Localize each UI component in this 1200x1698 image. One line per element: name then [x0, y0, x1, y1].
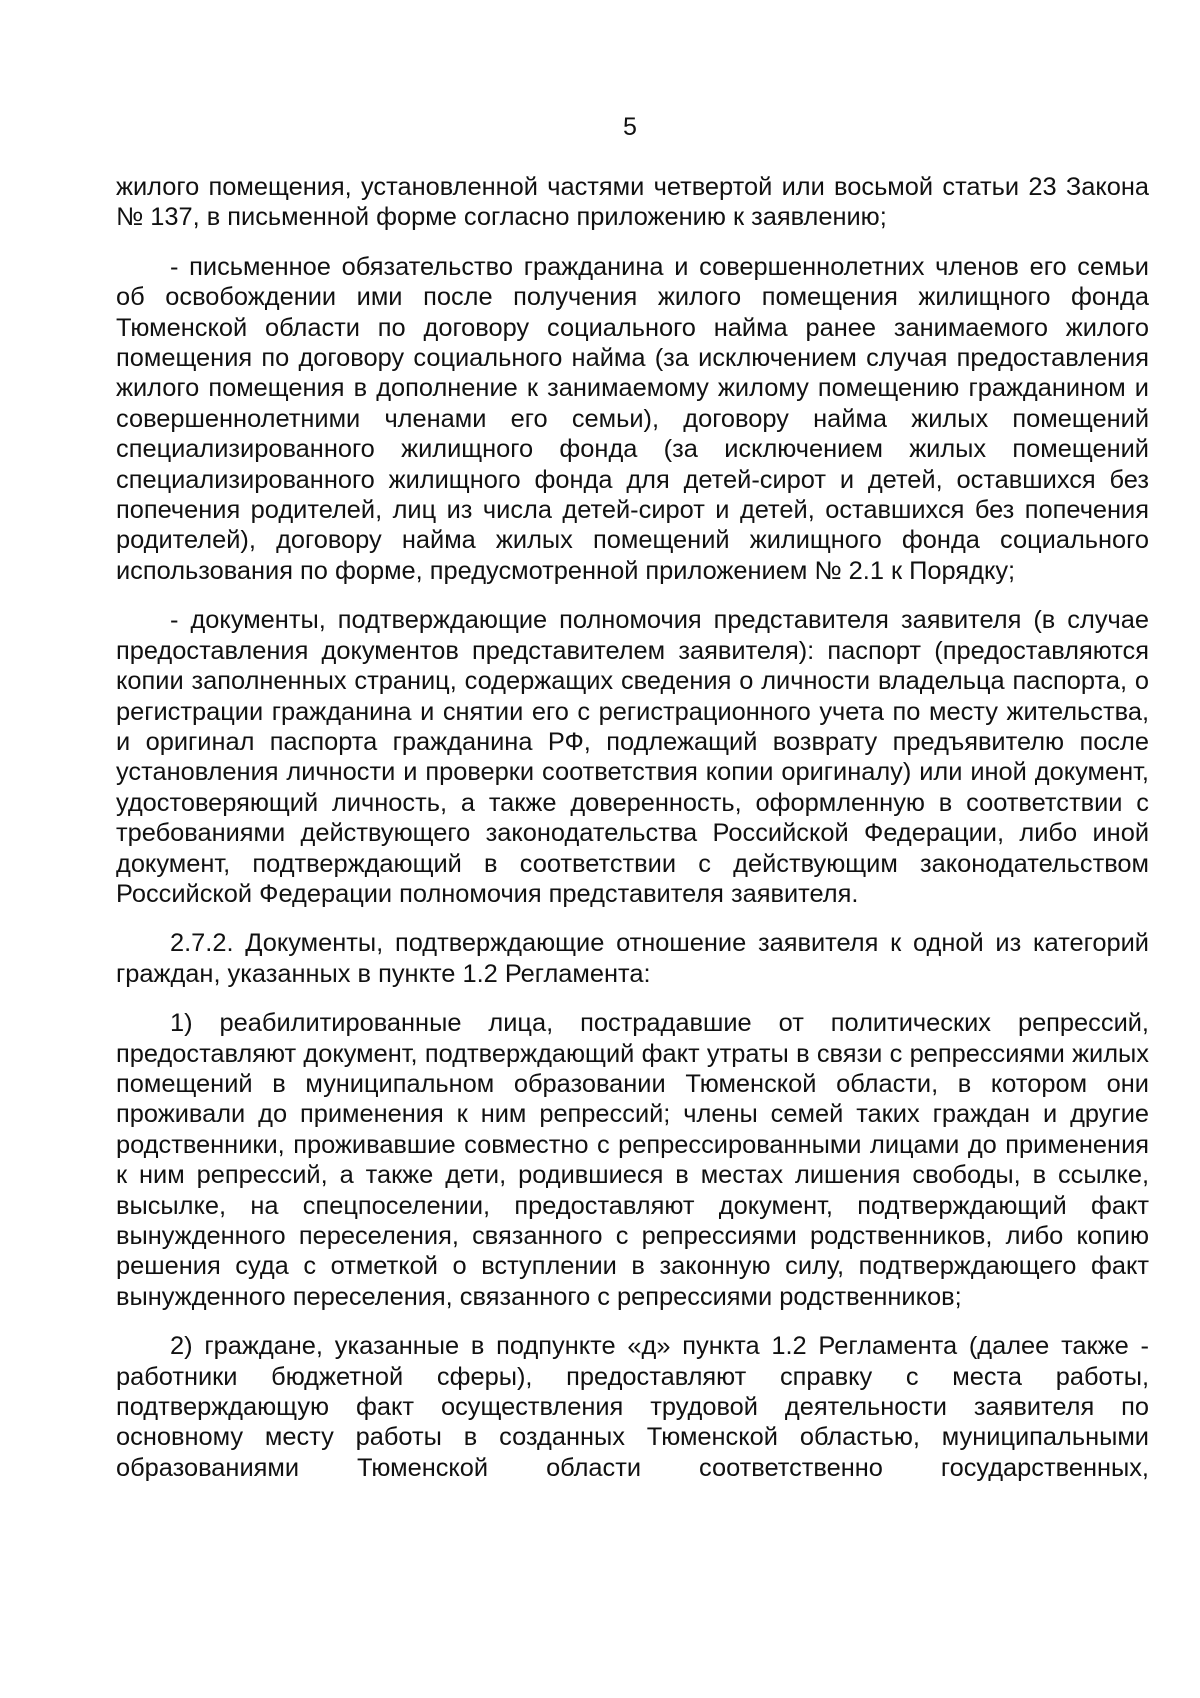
paragraph-continuation: жилого помещения, установленной частями четвертой или восьмой статьи 23 Закона № 137, в письменной форме согласно приложению к заявлению; — [116, 173, 1149, 232]
document-body — [116, 172, 1149, 1483]
paragraph-item-1-rehabilitated: 1) реабилитированные лица, пострадавшие от политических репрессий, предоставляют документ, подтверждающий факт утраты в связи с репрессиями жилых помещений в муниципальном образовании Тюменской области, в котором они проживали до применения к ним репрессий; члены семей таких граждан и другие родственники, проживавшие совместно с репрессированными лицами до применения к ним репрессий, а также дети, родившиеся в местах лишения свободы, в ссылке, высылке, на спецпоселении, предоставляют документ, подтверждающий факт вынужденного переселения, связанного с репрессиями родственников, либо копию решения суда с отметкой о вступлении в законную силу, подтверждающего факт вынужденного переселения, связанного с репрессиями родственников; — [116, 1009, 1149, 1311]
page-number: 5 — [623, 113, 637, 141]
paragraph-representative-documents: - документы, подтверждающие полномочия представителя заявителя (в случае предоставления документов представителем заявителя): паспорт (предоставляются копии заполненных страниц, содержащих сведения о личности владельца паспорта, о регистрации гражданина и снятии его с регистрационного учета по месту жительства, и оригинал паспорта гражданина РФ, подлежащий возврату предъявителю после установления личности и проверки соответствия копии оригиналу) или иной документ, удостоверяющий личность, а также доверенность, оформленную в соответствии с требованиями действующего законодательства Российской Федерации, либо иной документ, подтверждающий в соответствии с действующим законодательством Российской Федерации полномочия представителя заявителя. — [116, 606, 1149, 908]
paragraph-written-obligation: - письменное обязательство гражданина и совершеннолетних членов его семьи об освобождении ими после получения жилого помещения жилищного фонда Тюменской области по договору социального найма ранее занимаемого жилого помещения по договору социального найма (за исключением случая предоставления жилого помещения в дополнение к занимаемому жилому помещению гражданином и совершеннолетними членами его семьи), договору найма жилых помещений специализированного жилищного фонда (за исключением жилых помещений специализированного жилищного фонда для детей-сирот и детей, оставшихся без попечения родителей, лиц из числа детей-сирот и детей, оставшихся без попечения родителей), договору найма жилых помещений жилищного фонда социального использования по форме, предусмотренной приложением № 2.1 к Порядку; — [116, 252, 1149, 585]
paragraph-section-2-7-2: 2.7.2. Документы, подтверждающие отношение заявителя к одной из категорий граждан, указанных в пункте 1.2 Регламента: — [116, 929, 1149, 988]
paragraph-item-2-budget-workers: 2) граждане, указанные в подпункте «д» пункта 1.2 Регламента (далее также - работники бюджетной сферы), предоставляют справку с места работы, подтверждающую факт осуществления трудовой деятельности заявителя по основному месту работы в созданных Тюменской областью, муниципальными образованиями Тюменской области соответственно государственных, — [116, 1332, 1149, 1482]
